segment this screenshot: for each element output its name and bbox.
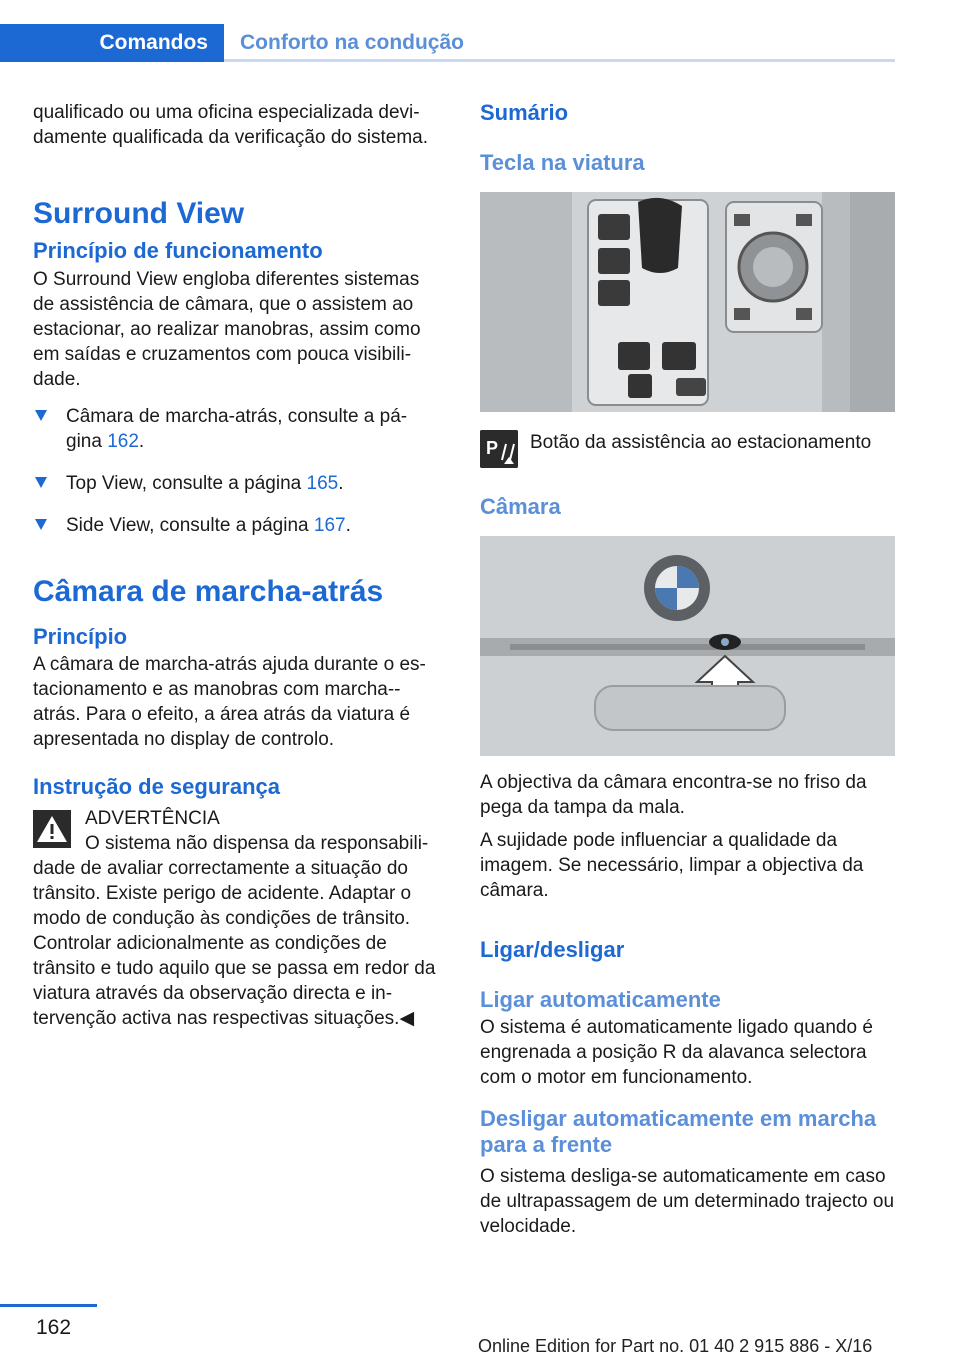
triangle-bullet-icon	[35, 519, 47, 530]
console-buttons-photo	[480, 192, 895, 412]
principio-paragraph: A câmara de marcha-atrás ajuda durante o es‐tacionamento e as manobras com marcha-‐atrás. Para o efeito, a área atrás da viatura é apresentada no display de controlo.	[33, 654, 426, 750]
heading-sumario: Sumário	[480, 100, 569, 125]
intro-line-2: damente qualificada da verificação do sistema.	[33, 127, 429, 148]
footer-rule	[0, 1304, 97, 1307]
heading-camara: Câmara	[480, 494, 561, 519]
page-link-165[interactable]: 165	[306, 473, 339, 494]
desligar-paragraph: O sistema desliga-se automaticamente em caso de ultrapassagem de um determinado trajecto ou velocidade.	[480, 1166, 895, 1237]
page-link-167[interactable]: 167	[313, 515, 346, 536]
heading-tecla-viatura: Tecla na viatura	[480, 150, 645, 175]
camera-photo-illustration	[480, 536, 895, 756]
header-tabbar	[0, 24, 895, 62]
console-photo-illustration	[480, 192, 895, 412]
heading-ligar-automaticamente: Ligar automaticamente	[480, 987, 721, 1012]
parking-button-caption: Botão da assistência ao estacionamento	[530, 432, 872, 453]
list-item: Câmara de marcha-atrás, consulte a pá‐gina 162.	[33, 404, 441, 454]
parking-button-row	[480, 430, 896, 474]
heading-desligar-automaticamente: Desligar automaticamente em marcha para a frente	[480, 1106, 877, 1157]
camera-location-photo	[480, 536, 895, 756]
heading-principio: Princípio	[33, 624, 128, 649]
surround-paragraph: O Surround View engloba diferentes sistemas de assistência de câmara, que o assistem ao estacionar, ao realizar manobras, assim como em saídas e cruzamentos com pouca visibili‐dade.	[33, 269, 421, 390]
list-item: Top View, consulte a página 165.	[33, 471, 441, 496]
tab-comandos[interactable]: Comandos	[0, 24, 224, 62]
warning-triangle-icon	[33, 810, 71, 848]
warning-line-1: O sistema não dispensa da responsabili‐	[85, 833, 429, 854]
camara-paragraph-1: A objectiva da câmara encontra-se no friso da pega da tampa da mala.	[480, 772, 867, 818]
edition-footer: Online Edition for Part no. 01 40 2 915 886 - X/16	[478, 1336, 873, 1356]
svg-text:P: P	[486, 438, 499, 458]
surround-bullet-list	[33, 404, 441, 538]
heading-camara-marcha-atras: Câmara de marcha-atrás	[33, 575, 384, 608]
heading-ligar-desligar: Ligar/desligar	[480, 937, 625, 962]
triangle-bullet-icon	[35, 477, 47, 488]
tab-underline	[224, 59, 895, 62]
heading-surround-view: Surround View	[33, 197, 245, 230]
camara-paragraph-2: A sujidade pode influenciar a qualidade da imagem. Se necessário, limpar a objectiva da câmara.	[480, 830, 864, 901]
list-item: Side View, consulte a página 167.	[33, 513, 441, 538]
parking-assist-icon	[480, 430, 518, 468]
warning-block	[33, 806, 441, 1031]
page-link-162[interactable]: 162	[107, 431, 139, 452]
ligar-paragraph: O sistema é automaticamente ligado quando é engrenada a posição R da alavanca selectora com o motor em funcionamento.	[480, 1017, 873, 1088]
heading-principio-funcionamento: Princípio de funcionamento	[33, 238, 323, 263]
left-column	[33, 100, 441, 1031]
warning-title: ADVERTÊNCIA	[85, 808, 220, 829]
heading-instrucao-seguranca: Instrução de segurança	[33, 774, 280, 799]
triangle-bullet-icon	[35, 410, 47, 421]
warning-text: dade de avaliar correctamente a situação do trânsito. Existe perigo de acidente. Adaptar o modo de condução às condições de trânsito. Controlar adicionalmente as condições de trânsito e tudo aquilo que se passa em redor da viatura através da observação directa e in‐tervenção activa nas respectivas situações.◀	[33, 858, 436, 1029]
page-number: 162	[36, 1316, 72, 1339]
tab-conforto[interactable]: Conforto na condução	[240, 31, 464, 54]
intro-line-1: qualificado ou uma oficina especializada devi‐	[33, 102, 420, 123]
right-column	[480, 100, 896, 1239]
